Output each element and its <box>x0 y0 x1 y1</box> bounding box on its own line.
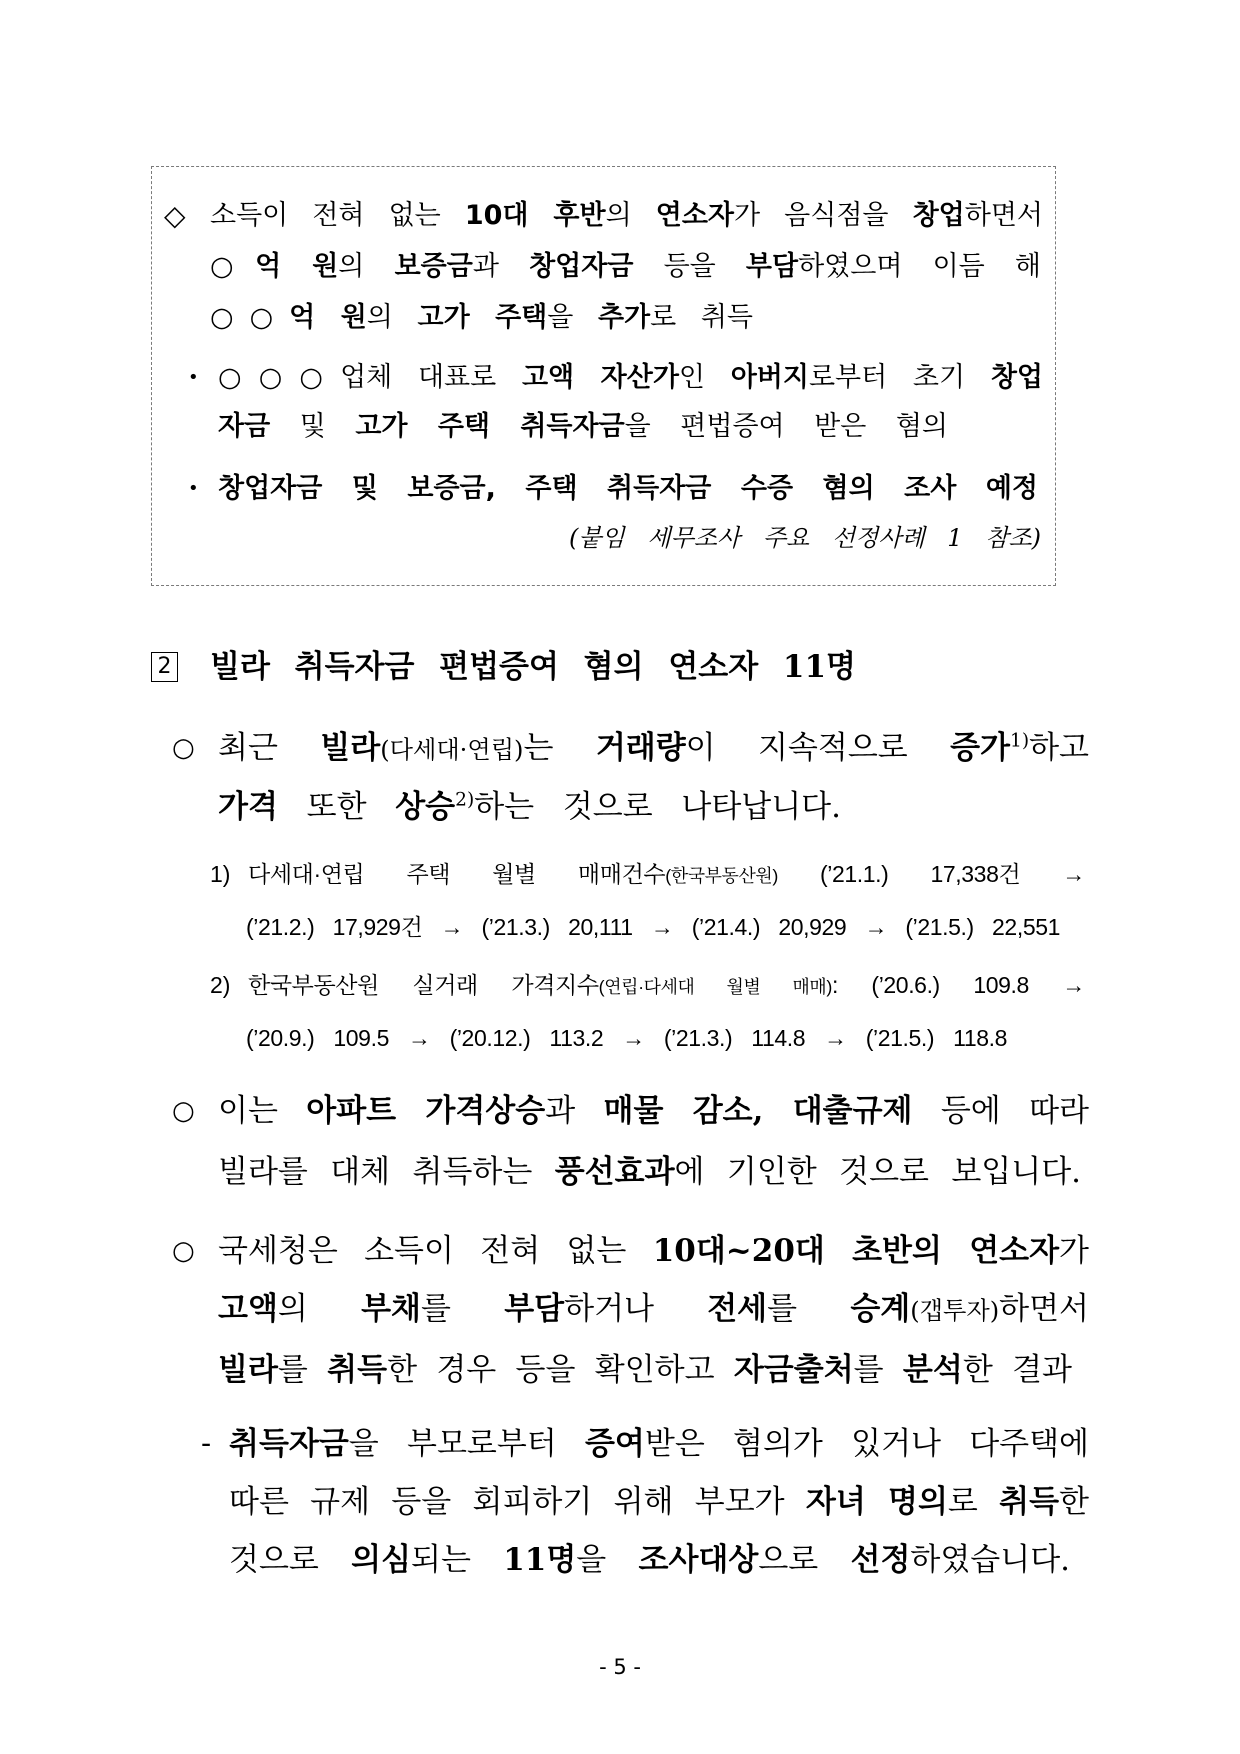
text-segment: 되는 <box>411 1542 504 1578</box>
text-segment: 의 <box>366 302 418 333</box>
text-segment: 10대 후반 <box>464 200 606 231</box>
text-segment: 자녀 명의 <box>805 1484 948 1520</box>
text-segment: 매물 감소, 대출규제 <box>603 1093 913 1129</box>
text-segment: 를 <box>767 1291 851 1327</box>
text-segment: 고가 주택 <box>417 302 548 333</box>
paragraph-line <box>229 1424 1089 1464</box>
text-segment: 및 <box>270 411 356 442</box>
summary-line <box>218 407 948 447</box>
footnote-line <box>246 1018 1007 1058</box>
text-segment: 빌라 <box>218 1352 278 1388</box>
footnote-line <box>246 907 1060 947</box>
text-segment: (’21.1.) 17,338건 → <box>777 861 1085 887</box>
paragraph-line <box>218 1289 1089 1329</box>
text-segment: ○억 원 <box>210 251 339 282</box>
text-segment: 한 결과 <box>962 1352 1072 1388</box>
text-segment: 등을 <box>633 251 746 282</box>
text-segment: 고액 <box>218 1291 278 1327</box>
text-segment: 또한 <box>277 789 396 825</box>
paragraph-line <box>218 1152 1081 1192</box>
text-segment: 고가 주택 취득자금 <box>355 411 625 442</box>
footnote-line <box>248 965 1085 1005</box>
text-segment: 하거나 <box>564 1291 708 1327</box>
text-segment: (연립·다세대 월별 매매) <box>598 977 832 997</box>
footnote-marker: 2) <box>210 972 231 998</box>
text-segment: 하면서 <box>964 200 1043 231</box>
text-segment: : (’20.6.) 109.8 → <box>831 972 1085 998</box>
text-segment: (다세대·연립) <box>380 736 524 764</box>
text-segment: 거래량 <box>595 730 686 766</box>
text-segment: 에 기인한 것으로 보입니다. <box>674 1154 1082 1190</box>
text-segment: 연소자 <box>655 200 734 231</box>
text-segment: 과 <box>472 251 530 282</box>
text-segment: 자금출처 <box>733 1352 854 1388</box>
text-segment: (갭투자) <box>910 1297 1000 1325</box>
text-segment: 하는 것으로 나타납니다. <box>474 789 841 825</box>
section-title: 빌라 취득자금 편법증여 혐의 연소자 11명 <box>210 649 856 685</box>
paragraph-line <box>229 1482 1089 1522</box>
text-segment: 보증금 <box>394 251 473 282</box>
text-segment: 하였습니다. <box>910 1542 1070 1578</box>
text-segment: ○○억 원 <box>210 302 367 333</box>
text-segment: 을 <box>576 1542 639 1578</box>
text-segment: 전세 <box>707 1291 768 1327</box>
text-segment: 창업자금 <box>529 251 634 282</box>
paragraph-line <box>218 787 841 827</box>
text-segment: 로부터 초기 <box>808 362 991 393</box>
text-segment: 하였으며 이듬 해 <box>798 251 1042 282</box>
section-number-box: 2 <box>151 652 178 682</box>
text-segment: 취득자금 <box>229 1426 349 1462</box>
text-segment: 가 <box>1059 1233 1089 1269</box>
text-segment: 취득 <box>327 1352 388 1388</box>
text-segment: (한국부동산원) <box>665 866 778 886</box>
text-segment: 11명 <box>503 1542 577 1578</box>
text-segment: 가격 <box>218 789 278 825</box>
text-segment: 빌라를 대체 취득하는 <box>218 1154 555 1190</box>
text-segment: 하고 <box>1029 730 1089 766</box>
footnote-marker: 1) <box>210 861 231 887</box>
text-segment: 으로 <box>758 1542 851 1578</box>
text-segment: 부담 <box>745 251 799 282</box>
summary-line <box>218 469 1038 509</box>
summary-line <box>210 298 753 338</box>
summary-line <box>210 196 1043 236</box>
text-segment: 부채 <box>361 1291 422 1327</box>
text-segment: 의 <box>277 1291 362 1327</box>
text-segment: 한 <box>1059 1484 1089 1520</box>
circle-bullet-icon: ○ <box>172 733 195 763</box>
text-segment: 부담 <box>504 1291 565 1327</box>
dot-bullet-icon: • <box>188 478 199 499</box>
text-segment: 빌라 <box>320 730 381 766</box>
text-segment: 풍선효과 <box>554 1154 675 1190</box>
text-segment: 가 음식점을 <box>733 200 913 231</box>
text-segment: 10대~20대 초반의 연소자 <box>652 1233 1060 1269</box>
text-segment: 따른 규제 등을 회피하기 위해 부모가 <box>229 1484 806 1520</box>
text-segment: 하면서 <box>999 1291 1089 1327</box>
summary-line <box>210 247 1041 287</box>
text-segment: 소득이 전혀 없는 <box>210 200 465 231</box>
text-segment: 창업 <box>990 362 1043 393</box>
text-segment: 상승 <box>395 789 456 825</box>
text-segment: 승계 <box>850 1291 911 1327</box>
text-segment: 증여 <box>584 1426 645 1462</box>
text-segment: 등에 따라 <box>912 1093 1089 1129</box>
text-segment: 최근 <box>218 730 321 766</box>
text-segment: 조사대상 <box>638 1542 759 1578</box>
paragraph-line <box>218 1231 1089 1271</box>
text-segment: 로 취득 <box>650 302 753 333</box>
page-number: - 5 - <box>599 1655 641 1679</box>
text-segment: 분석 <box>902 1352 963 1388</box>
text-segment: 아버지 <box>730 362 809 393</box>
attachment-reference-note: (붙임 세무조사 주요 선정사례 1 참조) <box>569 524 1041 552</box>
text-segment: 선정 <box>850 1542 911 1578</box>
footnote-line <box>248 854 1085 894</box>
text-segment: 을 편법증여 받은 혐의 <box>624 411 948 442</box>
text-segment: 을 부모로부터 <box>348 1426 585 1462</box>
text-segment: 의 <box>605 200 656 231</box>
summary-line <box>218 358 1043 398</box>
text-segment: 증가 <box>950 730 1010 766</box>
text-segment: 는 <box>523 730 596 766</box>
circle-bullet-icon: ○ <box>172 1096 195 1126</box>
text-segment: 고액 자산가 <box>521 362 679 393</box>
text-segment: 이 지속적으로 <box>685 730 951 766</box>
text-segment: 의 <box>338 251 395 282</box>
circle-bullet-icon: ○ <box>172 1236 195 1266</box>
text-segment: 인 <box>678 362 731 393</box>
text-segment: 창업자금 및 보증금, 주택 취득자금 수증 혐의 조사 예정 <box>218 473 1038 504</box>
text-segment: (’20.9.) 109.5 → (’20.12.) 113.2 → (’21.3.) 114.8 → (’21.5.) 118.8 <box>246 1025 1007 1051</box>
text-segment: 자금 <box>218 411 271 442</box>
text-segment: 받은 혐의가 있거나 다주택에 <box>644 1426 1089 1462</box>
text-segment: 의심 <box>351 1542 412 1578</box>
text-segment: 를 <box>421 1291 505 1327</box>
footnote-reference: 1) <box>1010 730 1030 752</box>
text-segment: 국세청은 소득이 전혀 없는 <box>218 1233 653 1269</box>
text-segment: (’21.2.) 17,929건 → (’21.3.) 20,111 → (’21.4.) 20,929 → (’21.5.) 22,551 <box>246 914 1060 940</box>
paragraph-line <box>218 1091 1089 1131</box>
text-segment: 추가 <box>597 302 651 333</box>
text-segment: 을 <box>547 302 598 333</box>
text-segment: 것으로 <box>229 1542 352 1578</box>
dash-bullet-icon: - <box>201 1426 212 1461</box>
text-segment: 다세대·연립 주택 월별 매매건수 <box>248 861 666 887</box>
text-segment: 를 <box>277 1352 328 1388</box>
paragraph-line <box>218 1350 1072 1390</box>
diamond-bullet-icon: ◇ <box>164 199 186 232</box>
paragraph-line <box>218 728 1089 768</box>
text-segment: 한국부동산원 실거래 가격지수 <box>248 972 599 998</box>
paragraph-line <box>229 1540 1070 1580</box>
text-segment: 로 <box>947 1484 1000 1520</box>
text-segment: 이는 <box>218 1093 307 1129</box>
text-segment: 과 <box>545 1093 604 1129</box>
dot-bullet-icon: • <box>188 367 199 388</box>
footnote-reference: 2) <box>455 789 475 811</box>
text-segment: ○○○업체 대표로 <box>218 362 522 393</box>
text-segment: 창업 <box>912 200 965 231</box>
text-segment: 를 <box>853 1352 903 1388</box>
text-segment: 한 경우 등을 확인하고 <box>387 1352 734 1388</box>
text-segment: 아파트 가격상승 <box>306 1093 546 1129</box>
text-segment: 취득 <box>999 1484 1060 1520</box>
